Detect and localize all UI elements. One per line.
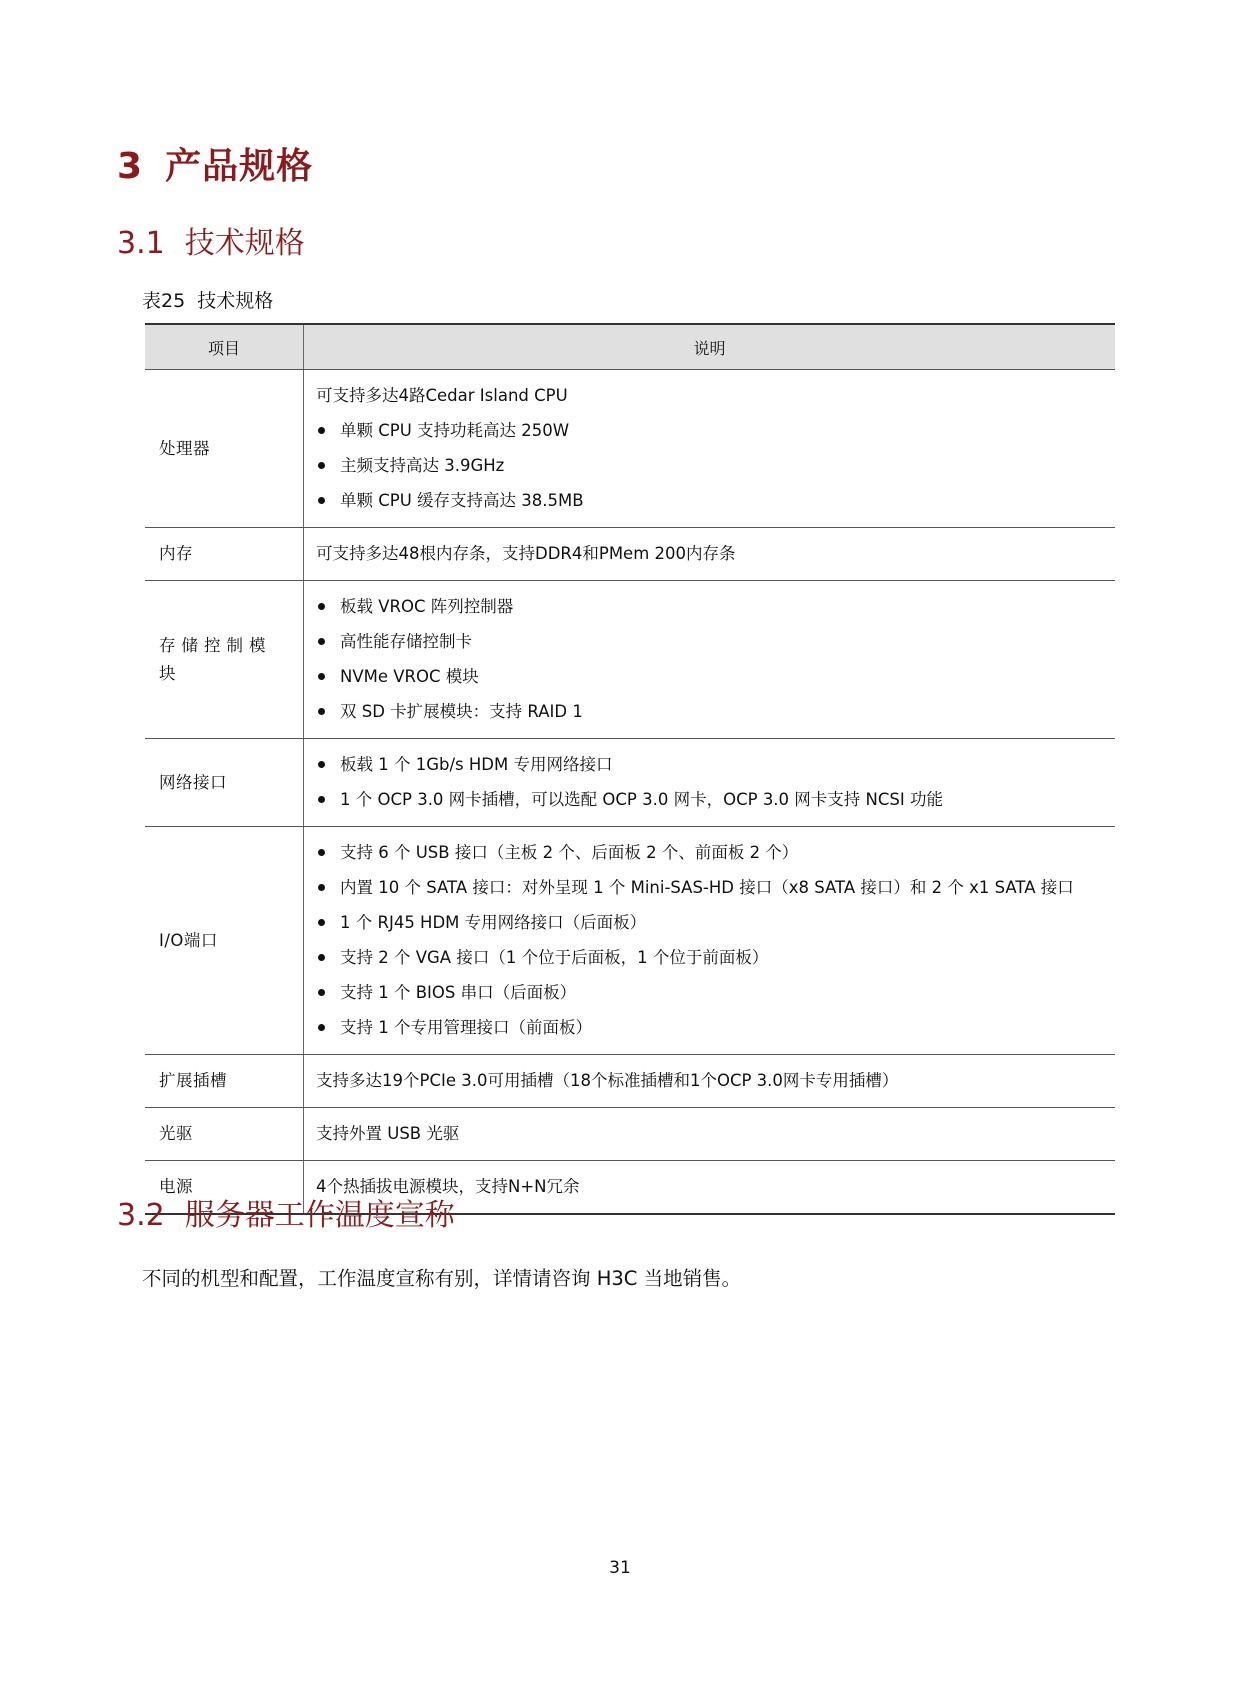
section-title: 服务器工作温度宣称 <box>184 1198 455 1233</box>
header-item: 项目 <box>145 324 304 370</box>
bullet-item: 1 个 OCP 3.0 网卡插槽，可以选配 OCP 3.0 网卡，OCP 3.0 网卡支持 NCSI 功能 <box>316 782 1105 817</box>
bullet-item: 单颗 CPU 缓存支持高达 38.5MB <box>316 483 1105 518</box>
table-row <box>145 739 1115 827</box>
description-line: 4个热插拔电源模块，支持N+N冗余 <box>316 1177 580 1196</box>
row-item-label: 内存 <box>145 528 304 581</box>
row-description <box>304 581 1116 739</box>
header-description: 说明 <box>304 324 1116 370</box>
description-line: 支持外置 USB 光驱 <box>316 1124 460 1143</box>
bullet-item: 1 个 RJ45 HDM 专用网络接口（后面板） <box>316 905 1105 940</box>
description-line: 支持多达19个PCIe 3.0可用插槽（18个标准插槽和1个OCP 3.0网卡专用插槽） <box>316 1071 899 1090</box>
row-item-label: 处理器 <box>145 370 304 528</box>
row-item-label: 扩展插槽 <box>145 1055 304 1108</box>
bullet-item: 主频支持高达 3.9GHz <box>316 448 1105 483</box>
spec-table <box>145 323 1115 1215</box>
table-caption-title: 技术规格 <box>197 290 274 312</box>
table-row <box>145 581 1115 739</box>
row-description <box>304 739 1116 827</box>
bullet-item: 支持 6 个 USB 接口（主板 2 个、后面板 2 个、前面板 2 个） <box>316 835 1105 870</box>
row-description <box>304 370 1116 528</box>
table-caption <box>142 286 273 313</box>
section-heading-3-1 <box>117 218 305 262</box>
description-line: 可支持多达48根内存条，支持DDR4和PMem 200内存条 <box>316 544 736 563</box>
section-number: 3.2 <box>117 1198 165 1233</box>
section-heading-3-2 <box>117 1190 455 1234</box>
bullet-item: 双 SD 卡扩展模块：支持 RAID 1 <box>316 694 1105 729</box>
section-title: 技术规格 <box>184 226 305 261</box>
bullet-item: 支持 2 个 VGA 接口（1 个位于后面板，1 个位于前面板） <box>316 940 1105 975</box>
table-row <box>145 1055 1115 1108</box>
bullet-item: 单颗 CPU 支持功耗高达 250W <box>316 413 1105 448</box>
bullet-item: NVMe VROC 模块 <box>316 659 1105 694</box>
bullet-item: 支持 1 个 BIOS 串口（后面板） <box>316 975 1105 1010</box>
table-row <box>145 827 1115 1055</box>
row-description <box>304 1108 1116 1161</box>
row-description <box>304 528 1116 581</box>
table-body <box>145 370 1115 1215</box>
description-line: 可支持多达4路Cedar Island CPU <box>316 386 568 405</box>
row-item-label: I/O端口 <box>145 827 304 1055</box>
row-description <box>304 1055 1116 1108</box>
chapter-title: 产品规格 <box>165 146 314 187</box>
bullet-item: 高性能存储控制卡 <box>316 624 1105 659</box>
table-row <box>145 1108 1115 1161</box>
chapter-heading <box>117 138 313 189</box>
row-item-label: 网络接口 <box>145 739 304 827</box>
table-row <box>145 528 1115 581</box>
row-item-label: 存储控制模块 <box>145 581 304 739</box>
row-item-label: 光驱 <box>145 1108 304 1161</box>
bullet-item: 内置 10 个 SATA 接口：对外呈现 1 个 Mini-SAS-HD 接口（x8 SATA 接口）和 2 个 x1 SATA 接口 <box>316 870 1105 905</box>
bullet-item: 支持 1 个专用管理接口（前面板） <box>316 1010 1105 1045</box>
page-number: 31 <box>609 1558 631 1578</box>
table-header-row <box>145 324 1115 370</box>
row-description <box>304 827 1116 1055</box>
table-caption-number: 表25 <box>142 290 186 312</box>
table-row <box>145 370 1115 528</box>
chapter-number: 3 <box>117 146 144 187</box>
body-paragraph: 不同的机型和配置，工作温度宣称有别，详情请咨询 H3C 当地销售。 <box>142 1267 742 1290</box>
section-number: 3.1 <box>117 226 165 261</box>
row-item-label: 电源 <box>145 1161 304 1215</box>
bullet-item: 板载 1 个 1Gb/s HDM 专用网络接口 <box>316 747 1105 782</box>
bullet-item: 板载 VROC 阵列控制器 <box>316 589 1105 624</box>
